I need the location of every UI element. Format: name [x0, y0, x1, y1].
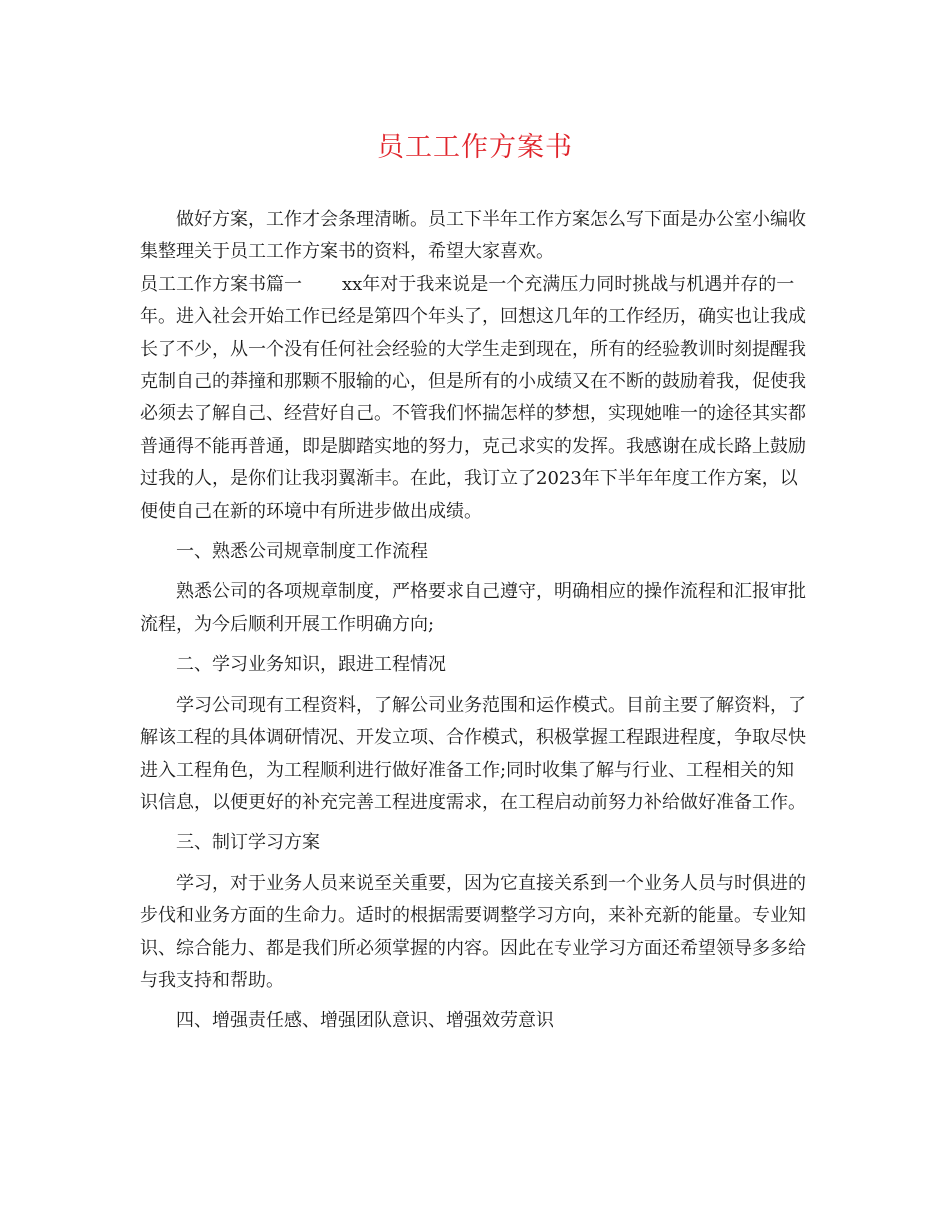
first-paragraph	[140, 269, 812, 528]
document-title: 员工工作方案书	[377, 132, 573, 163]
first-paragraph-label: 员工工作方案书篇一	[140, 273, 302, 295]
section-heading-3: 三、制订学习方案	[176, 832, 320, 854]
intro-paragraph: 做好方案，工作才会条理清晰。员工下半年工作方案怎么写下面是办公室小编收集整理关于员工工作方案书的资料，希望大家喜欢。	[140, 209, 806, 263]
first-paragraph-text: xx年对于我来说是一个充满压力同时挑战与机遇并存的一年。进入社会开始工作已经是第四个年头了，回想这几年的工作经历，确实也让我成长了不少，从一个没有任何社会经验的大学生走到现在，所有的经验教训时刻提醒我克制自己的莽撞和那颗不服输的心，但是所有的小成绩又在不断的鼓励着我，促使我必须去了解自己、经营好自己。不管我们怀揣怎样的梦想，实现她唯一的途径其实都普通得不能再普通，即是脚踏实地的努力，克己求实的发挥。我感谢在成长路上鼓励过我的人，是你们让我羽翼渐丰。在此，我订立了2023年下半年年度工作方案，以便使自己在新的环境中有所进步做出成绩。	[140, 273, 806, 522]
section-heading-1: 一、熟悉公司规章制度工作流程	[176, 541, 428, 563]
section-text-2: 学习公司现有工程资料，了解公司业务范围和运作模式。目前主要了解资料，了解该工程的具体调研情况、开发立项、合作模式，积极掌握工程跟进程度，争取尽快进入工程角色，为工程顺利进行做好准备工作;同时收集了解与行业、工程相关的知识信息，以便更好的补充完善工程进度需求，在工程启动前努力补给做好准备工作。	[140, 694, 806, 813]
section-heading-4: 四、增强责任感、增强团队意识、增强效劳意识	[176, 1010, 554, 1032]
section-heading-2: 二、学习业务知识，跟进工程情况	[176, 654, 446, 676]
section-text-3: 学习，对于业务人员来说至关重要，因为它直接关系到一个业务人员与时俱进的步伐和业务方面的生命力。适时的根据需要调整学习方向，来补充新的能量。专业知识、综合能力、都是我们所必须掌握的内容。因此在专业学习方面还希望领导多多给与我支持和帮助。	[140, 872, 806, 991]
document-body	[140, 204, 812, 1038]
section-text-1: 熟悉公司的各项规章制度，严格要求自己遵守，明确相应的操作流程和汇报审批流程，为今后顺利开展工作明确方向;	[140, 581, 806, 635]
